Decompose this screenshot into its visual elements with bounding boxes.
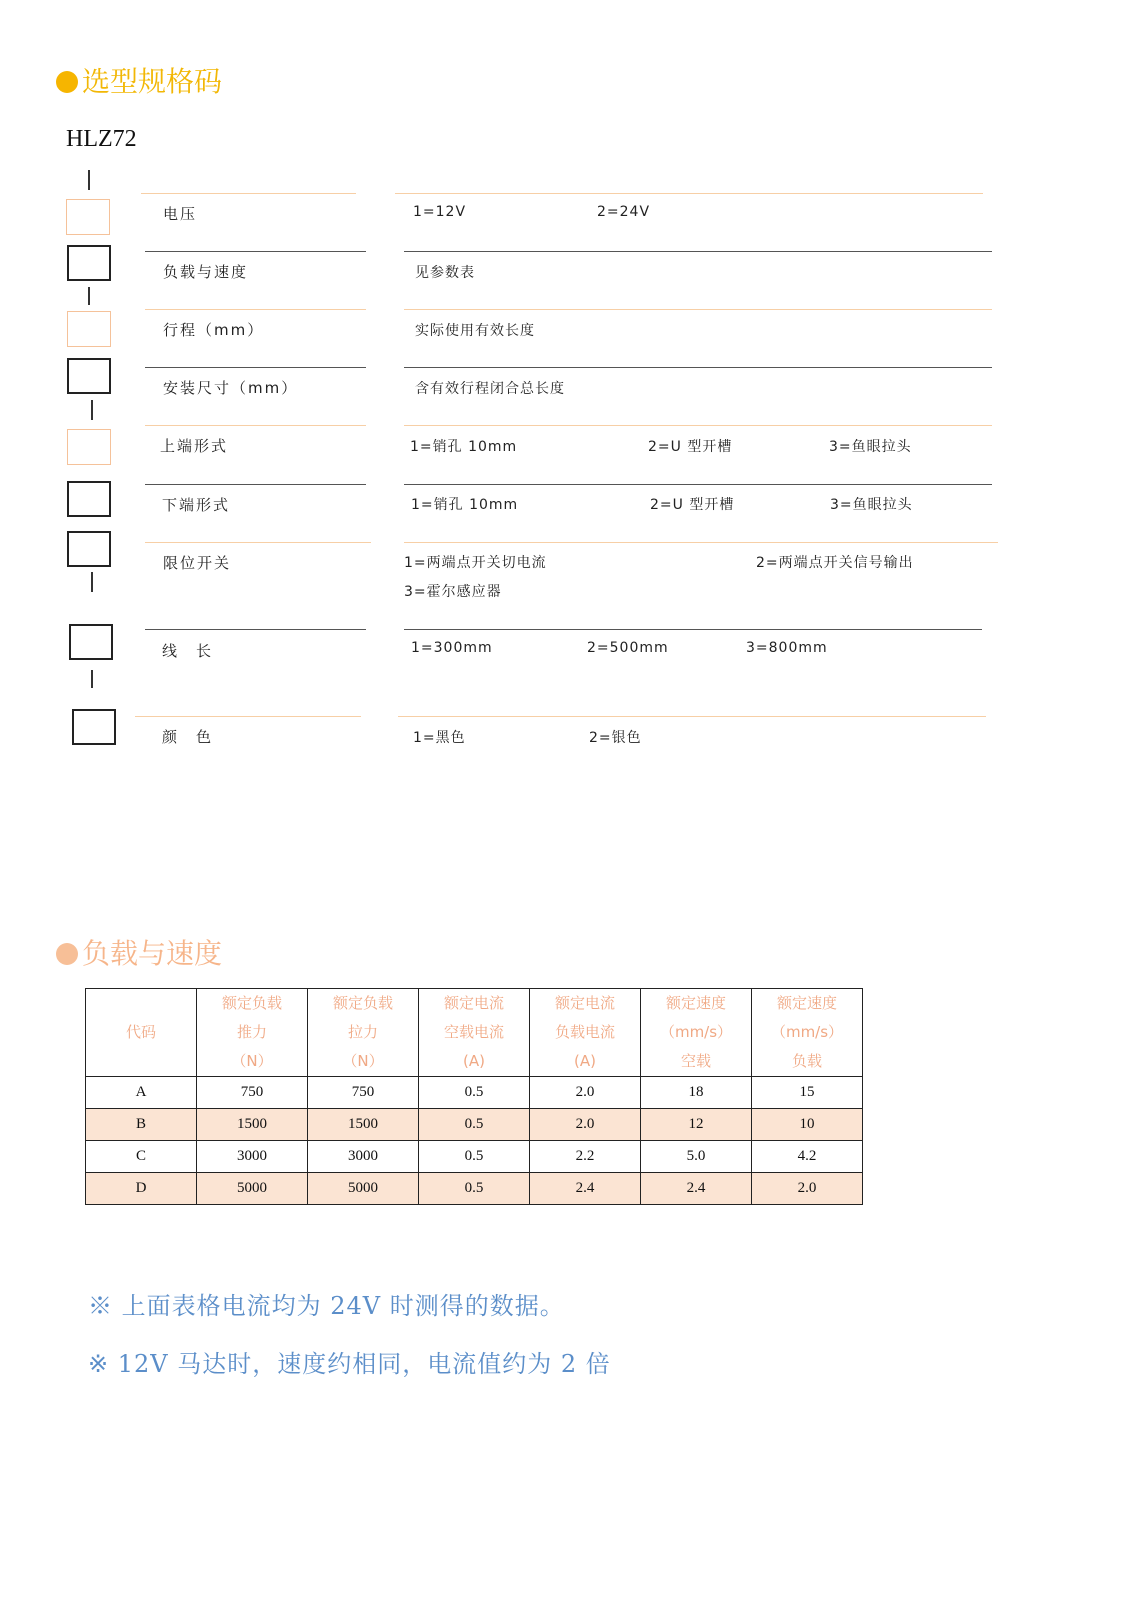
code-box-voltage [66, 199, 110, 235]
table-cell: 18 [641, 1077, 752, 1109]
row-separator [395, 193, 983, 194]
spec-value: 3=800mm [746, 640, 828, 656]
connector-line [88, 287, 90, 305]
spec-value: 1=300mm [411, 640, 493, 656]
table-header: 额定电流 空载电流 (A) [419, 989, 530, 1077]
table-cell: 15 [752, 1077, 863, 1109]
connector-line [91, 670, 93, 688]
row-separator [404, 425, 992, 426]
spec-value: 3=鱼眼拉头 [829, 439, 912, 455]
row-separator [145, 251, 366, 252]
table-cell: 750 [308, 1077, 419, 1109]
code-box-load-speed [67, 245, 111, 281]
table-cell: 3000 [197, 1141, 308, 1173]
table-cell: 1500 [197, 1109, 308, 1141]
spec-value: 含有效行程闭合总长度 [415, 381, 565, 397]
table-cell: 0.5 [419, 1141, 530, 1173]
spec-value: 3=鱼眼拉头 [830, 497, 913, 513]
spec-label-limit-switch: 限位开关 [163, 554, 232, 572]
table-header-row [86, 989, 863, 1077]
row-separator [145, 425, 366, 426]
spec-label-color: 颜 色 [162, 728, 214, 746]
table-header: 额定速度 （mm/s） 负载 [752, 989, 863, 1077]
code-box-top-end [67, 429, 111, 465]
table-cell: 3000 [308, 1141, 419, 1173]
table-cell: 0.5 [419, 1109, 530, 1141]
row-separator [145, 309, 366, 310]
table-cell: A [86, 1077, 197, 1109]
table-cell: C [86, 1141, 197, 1173]
spec-value: 2=两端点开关信号输出 [756, 555, 914, 571]
table-cell: 2.0 [530, 1077, 641, 1109]
connector-line [91, 572, 93, 592]
row-separator [404, 542, 998, 543]
spec-label-load-speed: 负载与速度 [163, 263, 249, 281]
table-cell: B [86, 1109, 197, 1141]
table-header: 额定速度 （mm/s） 空载 [641, 989, 752, 1077]
table-cell: 2.0 [752, 1173, 863, 1205]
code-box-install-size [67, 358, 111, 394]
table-cell: 2.4 [641, 1173, 752, 1205]
table-header: 额定负载 推力 （N） [197, 989, 308, 1077]
row-separator [404, 484, 992, 485]
section-title-load-speed: 负载与速度 [56, 938, 222, 970]
bullet-dot-icon [56, 943, 78, 965]
code-box-color [72, 709, 116, 745]
table-cell: 750 [197, 1077, 308, 1109]
spec-value: 1=销孔 10mm [410, 439, 518, 455]
row-separator [404, 367, 992, 368]
table-cell: 4.2 [752, 1141, 863, 1173]
table-header: 额定电流 负载电流 (A) [530, 989, 641, 1077]
spec-value: 2=U 型开槽 [650, 497, 735, 513]
code-box-stroke [67, 311, 111, 347]
row-separator [145, 629, 366, 630]
spec-value: 见参数表 [415, 265, 475, 281]
model-number: HLZ72 [66, 126, 137, 152]
spec-value: 3=霍尔感应器 [404, 584, 502, 600]
table-cell: 5000 [308, 1173, 419, 1205]
table-row [86, 1077, 863, 1109]
row-separator [145, 484, 366, 485]
table-row [86, 1173, 863, 1205]
table-cell: 10 [752, 1109, 863, 1141]
table-cell: 0.5 [419, 1077, 530, 1109]
table-cell: 2.2 [530, 1141, 641, 1173]
row-separator [145, 367, 366, 368]
row-separator [404, 309, 992, 310]
table-row [86, 1109, 863, 1141]
bullet-dot-icon [56, 71, 78, 93]
table-cell: 5.0 [641, 1141, 752, 1173]
spec-label-install-size: 安装尺寸（mm） [163, 379, 299, 397]
spec-label-stroke: 行程（mm） [163, 321, 265, 339]
table-cell: 1500 [308, 1109, 419, 1141]
connector-line [88, 170, 90, 190]
table-header: 代码 [86, 989, 197, 1077]
row-separator [398, 716, 986, 717]
table-cell: D [86, 1173, 197, 1205]
table-header: 额定负载 拉力 （N） [308, 989, 419, 1077]
table-cell: 5000 [197, 1173, 308, 1205]
section-title-spec-code: 选型规格码 [56, 66, 222, 98]
connector-line [91, 400, 93, 420]
spec-value: 1=12V [413, 204, 467, 220]
code-box-bottom-end [67, 481, 111, 517]
table-row [86, 1141, 863, 1173]
spec-value: 实际使用有效长度 [415, 323, 535, 339]
table-cell: 0.5 [419, 1173, 530, 1205]
row-separator [404, 629, 982, 630]
code-box-wire-length [69, 624, 113, 660]
row-separator [145, 542, 371, 543]
note-12v-motor: ※ 12V 马达时，速度约相同，电流值约为 2 倍 [88, 1350, 611, 1378]
spec-label-bottom-end: 下端形式 [162, 496, 231, 514]
table-cell: 2.0 [530, 1109, 641, 1141]
note-current-24v: ※ 上面表格电流均为 24V 时测得的数据。 [88, 1292, 565, 1320]
spec-value: 1=黑色 [413, 730, 466, 746]
spec-value: 1=两端点开关切电流 [404, 555, 547, 571]
spec-value: 2=500mm [587, 640, 669, 656]
spec-value: 2=U 型开槽 [648, 439, 733, 455]
spec-label-top-end: 上端形式 [160, 437, 229, 455]
table-cell: 12 [641, 1109, 752, 1141]
spec-value: 1=销孔 10mm [411, 497, 519, 513]
code-box-limit-switch [67, 531, 111, 567]
row-separator [404, 251, 992, 252]
row-separator [135, 716, 361, 717]
spec-label-wire-length: 线 长 [162, 642, 214, 660]
performance-table [85, 988, 863, 1205]
table-cell: 2.4 [530, 1173, 641, 1205]
spec-label-voltage: 电压 [163, 205, 198, 223]
spec-value: 2=24V [597, 204, 651, 220]
row-separator [141, 193, 356, 194]
spec-value: 2=银色 [589, 730, 642, 746]
